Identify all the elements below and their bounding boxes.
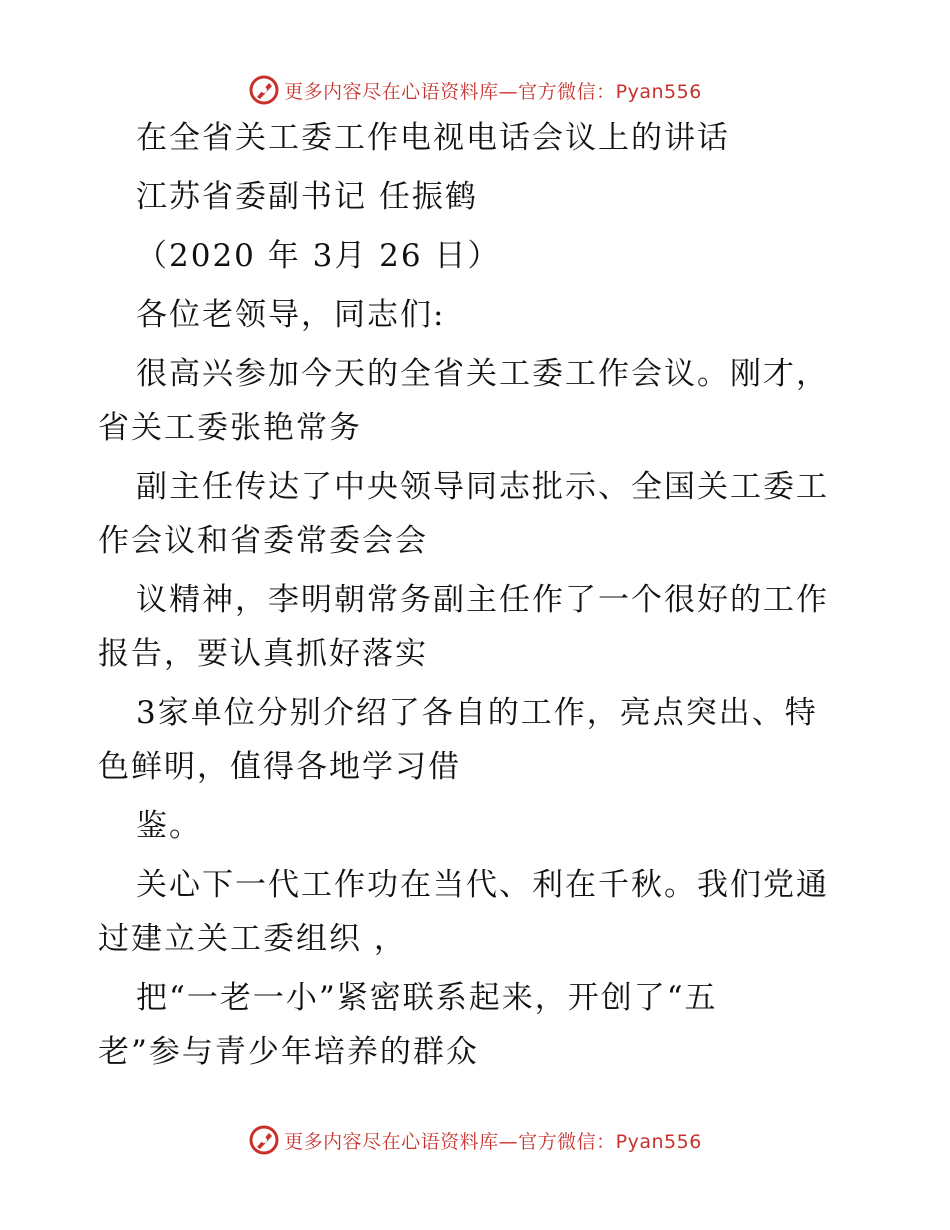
paragraph-line: 过建立关工委组织 ， xyxy=(98,921,407,957)
pen-logo-icon xyxy=(248,1124,280,1156)
salutation: 各位老领导，同志们: xyxy=(136,297,446,333)
paragraph-line: 作会议和省委常委会会 xyxy=(98,523,428,559)
footer-watermark xyxy=(0,1122,950,1158)
paragraph-line: 色鲜明，值得各地学习借 xyxy=(98,749,461,785)
paragraph-line: 报告，要认真抓好落实 xyxy=(98,636,428,672)
paragraph-line: 把“一老一小”紧密联系起来，开创了“五 xyxy=(136,980,718,1016)
paragraph-line: 省关工委张艳常务 xyxy=(98,410,362,446)
paragraph-line: 很高兴参加今天的全省关工委工作会议。刚才， xyxy=(136,356,829,392)
date-line: （2020 年 3月 26 日） xyxy=(136,238,501,274)
document-body xyxy=(98,118,858,1072)
paragraph-line: 关心下一代工作功在当代、利在千秋。我们党通 xyxy=(136,867,829,903)
paragraph-line: 老”参与青少年培养的群众 xyxy=(98,1034,479,1070)
document-title: 在全省关工委工作电视电话会议上的讲话 xyxy=(136,120,730,156)
watermark-text: 更多内容尽在心语资料库—官方微信：Pyan556 xyxy=(284,80,702,103)
paragraph-line: 鉴。 xyxy=(136,808,202,844)
paragraph-line: 副主任传达了中央领导同志批示、全国关工委工 xyxy=(136,469,829,505)
pen-logo-icon xyxy=(248,74,280,106)
header-watermark xyxy=(0,72,950,108)
speaker-line: 江苏省委副书记 任振鹤 xyxy=(136,179,478,215)
watermark-text: 更多内容尽在心语资料库—官方微信：Pyan556 xyxy=(284,1130,702,1153)
paragraph-line: 议精神，李明朝常务副主任作了一个很好的工作 xyxy=(136,582,829,618)
paragraph-line: 3家单位分别介绍了各自的工作，亮点突出、特 xyxy=(136,695,818,731)
